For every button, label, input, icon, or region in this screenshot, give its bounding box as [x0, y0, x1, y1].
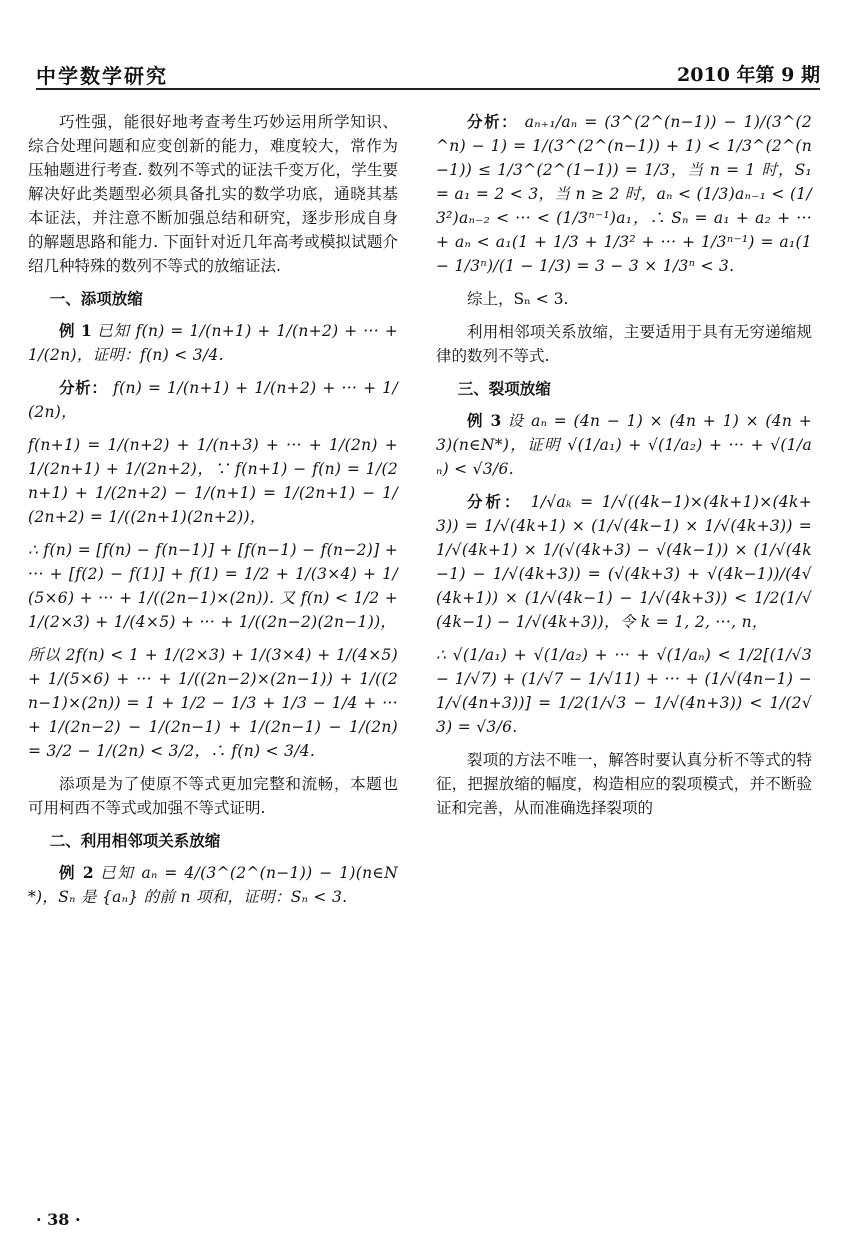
running-header — [36, 52, 820, 90]
analysis-2-label: 分析： — [467, 112, 519, 131]
analysis-1-line-4: 所以 2f(n) < 1 + 1/(2×3) + 1/(3×4) + 1/(4×5) + 1/(5×6) + ··· + 1/((2n−2)×(2n−1)) + 1/((2n−1)×(2n)) = 1 + 1/2 − 1/3 + 1/3 − 1/4 + ··· + 1/(2n−2) − 1/(2n−1) + 1/(2n−1) − 1/(2n) = 3/2 − 1/(2n) < 3/2，∴ f(n) < 3/4. — [28, 646, 398, 761]
summary-2: 利用相邻项关系放缩，主要适用于具有无穷递缩规律的数列不等式. — [436, 323, 812, 366]
left-column — [28, 110, 398, 918]
section-heading-3: 三、裂项放缩 — [457, 379, 551, 399]
example-3-text: 设 aₙ = (4n − 1) × (4n + 1) × (4n + 3)(n∈N*)，证明 √(1/a₁) + √(1/a₂) + ··· + √(1/aₙ) < √3/6. — [436, 412, 812, 479]
example-1-text: 已知 f(n) = 1/(n+1) + 1/(n+2) + ··· + 1/(2n)，证明：f(n) < 3/4. — [28, 322, 398, 365]
intro-paragraph: 巧性强，能很好地考查考生巧妙运用所学知识、综合处理问题和应变创新的能力，难度较大，常作为压轴题进行考查. 数列不等式的证法千变万化，学生要解决好此类题型必须具备扎实的数学功底，通晓其基本证法，并注意不断加强总结和研究，逐步形成自身的解题思路和能力. 下面针对近几年高考或模拟试题介绍几种特殊的数列不等式的放缩证法. — [28, 113, 398, 276]
analysis-1-line-3: ∴ f(n) = [f(n) − f(n−1)] + [f(n−1) − f(n−2)] + ··· + [f(2) − f(1)] + f(1) = 1/2 + 1/(3×4) + 1/(5×6) + ··· + 1/((2n−1)×(2n)). 又 f(n) < 1/2 + 1/(2×3) + 1/(4×5) + ··· + 1/((2n−2)(2n−1))， — [28, 541, 398, 632]
example-1-label: 例 1 — [59, 321, 92, 341]
analysis-3-line-2: ∴ √(1/a₁) + √(1/a₂) + ··· + √(1/aₙ) < 1/2[(1/√3 − 1/√7) + (1/√7 − 1/√11) + ··· + (1/√(4n−1) − 1/√(4n+3))] = 1/2(1/√3 − 1/√(4n+3)) < 1/(2√3) = √3/6. — [436, 646, 812, 737]
summary-3: 裂项的方法不唯一，解答时要认真分析不等式的特征，把握放缩的幅度，构造相应的裂项模式，并不断验证和完善，从而准确选择裂项的 — [436, 751, 812, 818]
section-heading-1: 一、添项放缩 — [49, 289, 143, 309]
right-column — [436, 110, 812, 829]
journal-title: 中学数学研究 — [36, 64, 168, 88]
example-3-label: 例 3 — [467, 411, 502, 431]
summary-1: 添项是为了使原不等式更加完整和流畅，本题也可用柯西不等式或加强不等式证明. — [28, 775, 398, 818]
analysis-3-line-1 — [436, 490, 812, 634]
page-number: · 38 · — [36, 1210, 81, 1229]
analysis-1-label: 分析： — [59, 378, 108, 398]
analysis-1-line-2: f(n+1) = 1/(n+2) + 1/(n+3) + ··· + 1/(2n) + 1/(2n+1) + 1/(2n+2)，∵ f(n+1) − f(n) = 1/(2n+1) + 1/(2n+2) − 1/(n+1) = 1/(2n+1) − 1/(2n+2) = 1/((2n+1)(2n+2))， — [28, 436, 398, 527]
example-1 — [28, 319, 398, 367]
example-2 — [28, 861, 398, 909]
example-3 — [436, 409, 812, 481]
example-2-text: 已知 aₙ = 4/(3^(2^(n−1)) − 1)(n∈N*)，Sₙ 是 {aₙ} 的前 n 项和，证明：Sₙ < 3. — [28, 864, 398, 907]
example-2-label: 例 2 — [59, 863, 94, 883]
analysis-3-label: 分析： — [467, 492, 523, 512]
analysis-1-line-1 — [28, 376, 398, 424]
analysis-2 — [436, 110, 812, 278]
analysis-1-text-1: f(n) = 1/(n+1) + 1/(n+2) + ··· + 1/(2n)， — [28, 379, 398, 422]
section-heading-2: 二、利用相邻项关系放缩 — [49, 831, 221, 851]
analysis-3-text-1: 1/√aₖ = 1/√((4k−1)×(4k+1)×(4k+3)) = 1/√(4k+1) × (1/√(4k−1) × 1/√(4k+3)) = 1/√(4k+1) × 1/(√(4k+3) − √(4k−1)) × (1/√(4k−1) − 1/√(4k+3)) = (√(4k+3) + √(4k−1))/(4√(4k+1)) × (1/√(4k−1) − 1/√(4k+3)) < 1/2(1/√(4k−1) − 1/√(4k+3))，令 k = 1, 2, ···, n， — [436, 493, 812, 632]
conclusion-2: 综上，Sₙ < 3. — [467, 290, 569, 309]
issue-label: 2010 年第 9 期 — [677, 64, 820, 86]
analysis-2-text: aₙ₊₁/aₙ = (3^(2^(n−1)) − 1)/(3^(2^n) − 1) = 1/(3^(2^(n−1)) + 1) < 1/3^(2^(n−1)) ≤ 1/3^(2^(1−1)) = 1/3，当 n = 1 时，S₁ = a₁ = 2 < 3，当 n ≥ 2 时，aₙ < (1/3)aₙ₋₁ < (1/3²)aₙ₋₂ < ··· < (1/3ⁿ⁻¹)a₁，∴ Sₙ = a₁ + a₂ + ··· + aₙ < a₁(1 + 1/3 + 1/3² + ··· + 1/3ⁿ⁻¹) = a₁(1 − 1/3ⁿ)/(1 − 1/3) = 3 − 3 × 1/3ⁿ < 3. — [436, 113, 812, 276]
